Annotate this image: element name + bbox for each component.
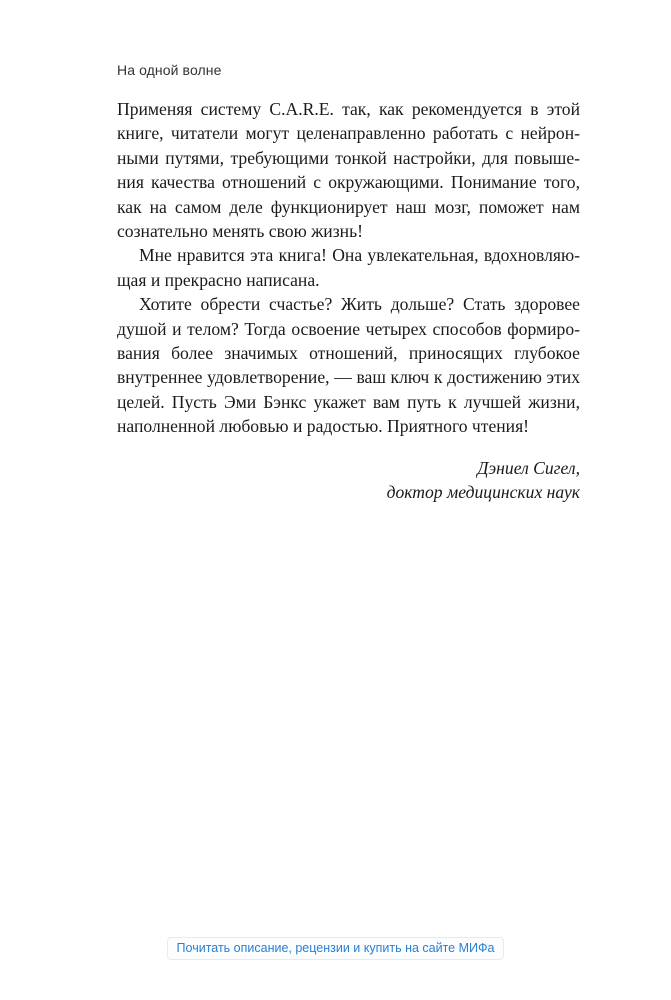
footer bbox=[0, 937, 671, 960]
signature-title: доктор медицинских наук bbox=[386, 482, 580, 503]
body-text bbox=[117, 97, 580, 439]
paragraph-1: Применяя систему C.A.R.E. так, как рекомендуется в этой книге, читатели могут целенаправленно работать с нейронными путями, требующими тонкой настройки, для повышения качества отношений с окружающими. Понимание того, как на самом деле функционирует наш мозг, поможет нам сознательно менять свою жизнь! bbox=[117, 99, 580, 242]
paragraph-3: Хотите обрести счастье? Жить дольше? Стать здоровее душой и телом? Тогда освоение четырех способов формирования более значимых отношений, приносящих глубокое внутреннее удовлетворение, — ваш ключ к достижению этих целей. Пусть Эми Бэнкс укажет вам путь к лучшей жизни, наполненной любовью и радостью. Приятного чтения! bbox=[117, 294, 580, 437]
buy-on-mif-link[interactable]: Почитать описание, рецензии и купить на сайте МИФа bbox=[167, 937, 505, 960]
paragraph-2: Мне нравится эта книга! Она увлекательная, вдохновляющая и прекрасно написана. bbox=[117, 245, 580, 290]
running-header-title: На одной волне bbox=[117, 62, 222, 78]
signature-name: Дэниел Сигел, bbox=[477, 458, 580, 478]
signature bbox=[387, 456, 580, 505]
